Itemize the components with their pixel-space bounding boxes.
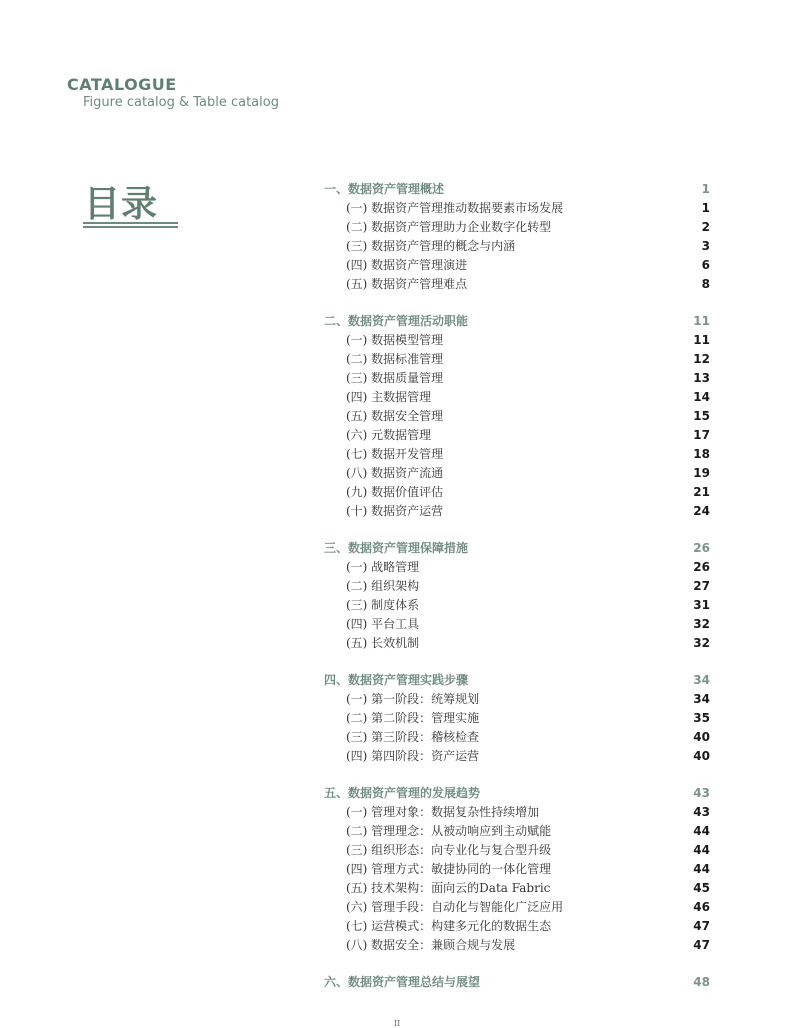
toc-item-row[interactable] xyxy=(324,236,710,255)
item-page-number: 40 xyxy=(693,748,710,763)
toc-section xyxy=(324,783,710,954)
item-title: (十) 数据资产运营 xyxy=(346,504,444,518)
item-page-number: 21 xyxy=(693,484,710,499)
toc-item-row[interactable] xyxy=(324,444,710,463)
item-page-number: 17 xyxy=(693,427,710,442)
item-page-number: 24 xyxy=(693,503,710,518)
item-page-number: 44 xyxy=(693,842,710,857)
section-page-number: 34 xyxy=(693,672,710,687)
toc-item-row[interactable] xyxy=(324,727,710,746)
toc-item-row[interactable] xyxy=(324,708,710,727)
section-title: 五、数据资产管理的发展趋势 xyxy=(324,786,481,800)
item-page-number: 46 xyxy=(693,899,710,914)
item-title: (五) 技术架构：面向云的Data Fabric xyxy=(346,881,551,895)
item-title: (五) 长效机制 xyxy=(346,636,420,650)
item-page-number: 19 xyxy=(693,465,710,480)
item-title: (二) 第二阶段：管理实施 xyxy=(346,711,480,725)
item-title: (八) 数据安全：兼顾合规与发展 xyxy=(346,938,516,952)
section-page-number: 26 xyxy=(693,540,710,555)
item-page-number: 3 xyxy=(701,238,710,253)
toc-item-row[interactable] xyxy=(324,274,710,293)
section-page-number: 1 xyxy=(701,181,710,196)
item-title: (二) 数据标准管理 xyxy=(346,352,444,366)
item-title: (二) 数据资产管理助力企业数字化转型 xyxy=(346,220,552,234)
toc-section xyxy=(324,972,710,991)
toc-item-row[interactable] xyxy=(324,255,710,274)
page-number-mark: II xyxy=(394,1019,401,1028)
item-page-number: 18 xyxy=(693,446,710,461)
item-title: (四) 数据资产管理演进 xyxy=(346,258,468,272)
item-title: (一) 战略管理 xyxy=(346,560,420,574)
item-page-number: 11 xyxy=(693,332,710,347)
item-title: (四) 平台工具 xyxy=(346,617,420,631)
item-title: (三) 数据资产管理的概念与内涵 xyxy=(346,239,516,253)
toc-item-row[interactable] xyxy=(324,840,710,859)
toc-item-row[interactable] xyxy=(324,897,710,916)
section-title: 一、数据资产管理概述 xyxy=(324,182,445,196)
toc-item-row[interactable] xyxy=(324,557,710,576)
item-title: (七) 数据开发管理 xyxy=(346,447,444,461)
item-page-number: 47 xyxy=(693,918,710,933)
item-title: (九) 数据价值评估 xyxy=(346,485,444,499)
item-page-number: 31 xyxy=(693,597,710,612)
toc-item-row[interactable] xyxy=(324,387,710,406)
item-title: (一) 管理对象：数据复杂性持续增加 xyxy=(346,805,540,819)
item-title: (六) 管理手段：自动化与智能化广泛应用 xyxy=(346,900,564,914)
item-title: (三) 第三阶段：稽核检查 xyxy=(346,730,480,744)
toc-section-row[interactable] xyxy=(324,670,710,689)
toc-item-row[interactable] xyxy=(324,595,710,614)
item-page-number: 32 xyxy=(693,616,710,631)
item-page-number: 40 xyxy=(693,729,710,744)
item-page-number: 34 xyxy=(693,691,710,706)
section-page-number: 48 xyxy=(693,974,710,989)
toc-section xyxy=(324,670,710,765)
toc-item-row[interactable] xyxy=(324,821,710,840)
toc-section xyxy=(324,179,710,293)
toc-section xyxy=(324,311,710,520)
toc-section-row[interactable] xyxy=(324,972,710,991)
item-page-number: 45 xyxy=(693,880,710,895)
toc-item-row[interactable] xyxy=(324,802,710,821)
item-page-number: 43 xyxy=(693,804,710,819)
item-title: (四) 主数据管理 xyxy=(346,390,432,404)
item-page-number: 32 xyxy=(693,635,710,650)
toc-item-row[interactable] xyxy=(324,689,710,708)
catalogue-title: CATALOGUE xyxy=(67,75,177,94)
toc-item-row[interactable] xyxy=(324,349,710,368)
table-of-contents xyxy=(324,179,710,1009)
item-title: (四) 管理方式：敏捷协同的一体化管理 xyxy=(346,862,552,876)
item-page-number: 2 xyxy=(701,219,710,234)
item-page-number: 6 xyxy=(701,257,710,272)
item-title: (五) 数据安全管理 xyxy=(346,409,444,423)
item-page-number: 14 xyxy=(693,389,710,404)
toc-heading: 目录 xyxy=(84,184,159,225)
item-title: (四) 第四阶段：资产运营 xyxy=(346,749,480,763)
toc-item-row[interactable] xyxy=(324,482,710,501)
toc-item-row[interactable] xyxy=(324,878,710,897)
heading-double-underline xyxy=(83,222,178,228)
toc-item-row[interactable] xyxy=(324,746,710,765)
item-title: (七) 运营模式：构建多元化的数据生态 xyxy=(346,919,552,933)
toc-item-row[interactable] xyxy=(324,501,710,520)
toc-item-row[interactable] xyxy=(324,368,710,387)
toc-item-row[interactable] xyxy=(324,330,710,349)
toc-section-row[interactable] xyxy=(324,783,710,802)
toc-item-row[interactable] xyxy=(324,859,710,878)
toc-item-row[interactable] xyxy=(324,198,710,217)
item-page-number: 13 xyxy=(693,370,710,385)
toc-section xyxy=(324,538,710,652)
toc-item-row[interactable] xyxy=(324,614,710,633)
toc-item-row[interactable] xyxy=(324,425,710,444)
catalogue-subtitle: Figure catalog & Table catalog xyxy=(83,95,279,110)
item-title: (二) 组织架构 xyxy=(346,579,420,593)
toc-item-row[interactable] xyxy=(324,217,710,236)
item-page-number: 15 xyxy=(693,408,710,423)
toc-item-row[interactable] xyxy=(324,576,710,595)
section-title: 二、数据资产管理活动职能 xyxy=(324,314,469,328)
item-title: (三) 制度体系 xyxy=(346,598,420,612)
item-title: (五) 数据资产管理难点 xyxy=(346,277,468,291)
item-page-number: 47 xyxy=(693,937,710,952)
toc-section-row[interactable] xyxy=(324,538,710,557)
item-title: (二) 管理理念：从被动响应到主动赋能 xyxy=(346,824,552,838)
item-title: (一) 数据资产管理推动数据要素市场发展 xyxy=(346,201,564,215)
section-title: 四、数据资产管理实践步骤 xyxy=(324,673,469,687)
toc-item-row[interactable] xyxy=(324,406,710,425)
item-title: (八) 数据资产流通 xyxy=(346,466,444,480)
toc-item-row[interactable] xyxy=(324,916,710,935)
item-title: (六) 元数据管理 xyxy=(346,428,432,442)
item-page-number: 44 xyxy=(693,823,710,838)
toc-item-row[interactable] xyxy=(324,633,710,652)
section-page-number: 43 xyxy=(693,785,710,800)
item-title: (三) 组织形态：向专业化与复合型升级 xyxy=(346,843,552,857)
toc-section-row[interactable] xyxy=(324,179,710,198)
item-page-number: 27 xyxy=(693,578,710,593)
toc-item-row[interactable] xyxy=(324,935,710,954)
item-page-number: 26 xyxy=(693,559,710,574)
item-page-number: 35 xyxy=(693,710,710,725)
toc-section-row[interactable] xyxy=(324,311,710,330)
item-page-number: 1 xyxy=(701,200,710,215)
toc-item-row[interactable] xyxy=(324,463,710,482)
item-page-number: 8 xyxy=(701,276,710,291)
section-title: 六、数据资产管理总结与展望 xyxy=(324,975,481,989)
item-title: (一) 第一阶段：统筹规划 xyxy=(346,692,480,706)
item-title: (一) 数据模型管理 xyxy=(346,333,444,347)
section-page-number: 11 xyxy=(693,313,710,328)
section-title: 三、数据资产管理保障措施 xyxy=(324,541,469,555)
item-page-number: 44 xyxy=(693,861,710,876)
item-page-number: 12 xyxy=(693,351,710,366)
item-title: (三) 数据质量管理 xyxy=(346,371,444,385)
